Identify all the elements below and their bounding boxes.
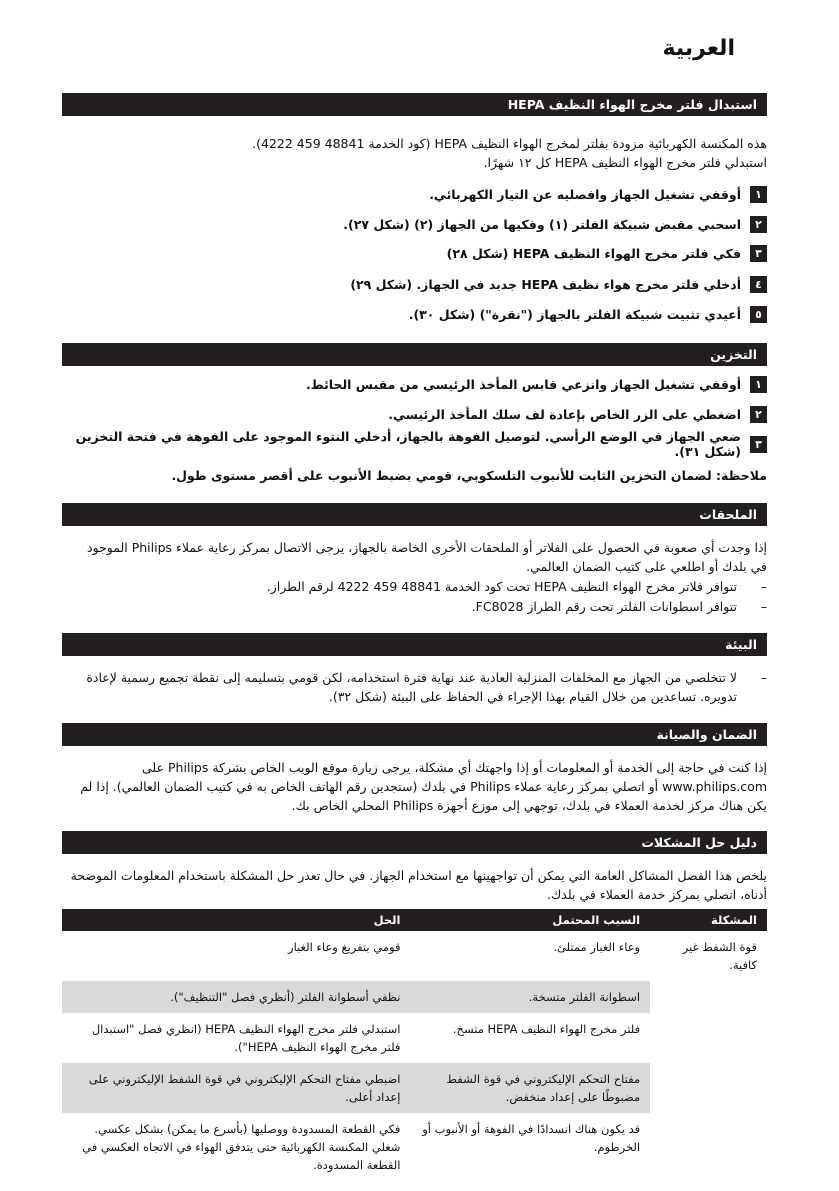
dash-bullet: – <box>760 670 767 685</box>
column-header-solution: الحل <box>62 909 410 931</box>
section-heading-storage: التخزين <box>62 343 767 366</box>
step-number: ٤ <box>750 276 767 293</box>
cell-solution: نظفي أسطوانة الفلتر (أنظري فصل "التنظيف"). <box>62 981 410 1013</box>
cell-problem <box>650 981 767 1013</box>
table-row <box>62 931 767 981</box>
language-title: العربية <box>662 36 735 61</box>
hepa-step-5 <box>67 304 767 324</box>
step-number: ٣ <box>750 436 767 453</box>
section-heading-environment: البيئة <box>62 633 767 656</box>
step-text: أعيدي تثبيت شبيكة الفلتر بالجهاز ("نقرة") (شكل ٣٠). <box>408 306 741 322</box>
column-header-cause: السبب المحتمل <box>410 909 650 931</box>
accessories-item-1 <box>67 577 767 596</box>
accessories-item-2 <box>67 597 767 616</box>
table-row <box>62 1063 767 1113</box>
item-text: تتوافر اسطوانات الفلتر تحت رقم الطراز FC8028. <box>471 599 737 614</box>
step-text: أوقفي تشغيل الجهاز وافصليه عن التيار الكهربائي. <box>429 186 741 202</box>
cell-cause: اسطوانة الفلتر متسخة. <box>410 981 650 1013</box>
hepa-intro-1: هذه المكنسة الكهربائية مزودة بفلتر لمخرج الهواء النظيف HEPA (كود الخدمة 48841 459 4222). <box>252 136 767 151</box>
cell-solution: استبدلي فلتر مخرج الهواء النظيف HEPA (انظري فصل "استبدال فلتر مخرج الهواء النظيف HEPA"). <box>91 1022 401 1054</box>
table-header-row <box>62 909 767 931</box>
hepa-step-4 <box>67 274 767 294</box>
step-number: ٢ <box>750 216 767 233</box>
column-header-problem: المشكلة <box>650 909 767 931</box>
step-number: ٣ <box>750 245 767 262</box>
storage-note: ملاحظة: لضمان التخزين الثابت للأنبوب التلسكوبي، قومي بضبط الأنبوب على أقصر مستوى طول. <box>171 468 767 483</box>
cell-cause: وعاء الغبار ممتلئ. <box>553 940 641 954</box>
section-heading-hepa: استبدال فلتر مخرج الهواء النظيف HEPA <box>62 93 767 116</box>
cell-problem <box>650 1113 767 1181</box>
cell-solution: قومي بتفريغ وعاء الغبار <box>288 940 401 954</box>
step-text: اضغطي على الزر الخاص بإعادة لف سلك المأخذ الرئيسي. <box>388 406 741 422</box>
table-row <box>62 981 767 1013</box>
section-heading-guarantee: الضمان والصيانة <box>62 723 767 746</box>
table-row <box>62 1113 767 1181</box>
guarantee-text: إذا كنت في حاجة إلى الخدمة أو المعلومات أو إذا واجهتك أي مشكلة، يرجى زيارة موقع الويب الخاص بشركة Philips على www.philips.com أو اتصلي بمركز رعاية عملاء Philips في بلدك (ستجدين رقم الهاتف الخاص به في كتيب الضمان العالمي). إذا لم يكن هناك مركز لخدمة العملاء في بلدك، توجهي إلى موزع أجهزة Philips المحلي الخاص بك. <box>80 760 767 813</box>
step-number: ٥ <box>750 306 767 323</box>
table-row <box>62 1013 767 1063</box>
step-text: أدخلي فلتر مخرج هواء نظيف HEPA جديد في الجهاز. (شكل ٢٩) <box>350 276 741 292</box>
dash-bullet: – <box>760 599 767 614</box>
storage-step-2 <box>67 404 767 424</box>
step-text: فكي فلتر مخرج الهواء النظيف HEPA (شكل ٢٨) <box>446 245 741 261</box>
step-text: ضعي الجهاز في الوضع الرأسي. لتوصيل الفوهة بالجهاز، أدخلي النتوء الموجود على الفوهة في فتحة التخزين (شكل ٣١). <box>75 429 741 459</box>
step-number: ١ <box>750 186 767 203</box>
hepa-step-1 <box>67 184 767 204</box>
step-text: اسحبي مقبض شبيكة الفلتر (١) وفكيها من الجهاز (٢) (شكل ٢٧). <box>343 216 741 232</box>
cell-solution: فكي القطعة المسدودة ووصليها (بأسرع ما يمكن) بشكل عكسي. شغلي المكنسة الكهربائية حتى يتدفق الهواء في الاتجاه العكسي في القطعة المسدودة. <box>82 1122 401 1172</box>
storage-step-1 <box>67 374 767 394</box>
step-number: ١ <box>750 376 767 393</box>
cell-solution: اضبطي مفتاح التحكم الإليكتروني في قوة الشفط الإليكتروني على إعداد أعلى. <box>62 1063 410 1113</box>
cell-problem <box>650 1063 767 1113</box>
cell-cause: قد يكون هناك انسدادًا في الفوهة أو الأنبوب أو الخرطوم. <box>422 1122 641 1154</box>
step-number: ٢ <box>750 406 767 423</box>
section-heading-troubleshooting: دليل حل المشكلات <box>62 831 767 854</box>
step-text: أوقفي تشغيل الجهاز وانزعي قابس المأخذ الرئيسي من مقبس الحائط. <box>305 376 741 392</box>
cell-cause: مفتاح التحكم الإليكتروني في قوة الشفط مضبوطًا على إعداد منخفض. <box>410 1063 650 1113</box>
cell-problem: قوة الشفط غير كافية. <box>682 940 757 972</box>
environment-item-1 <box>67 668 767 706</box>
hepa-step-3 <box>67 243 767 263</box>
item-text: لا تتخلصي من الجهاز مع المخلفات المنزلية العادية عند نهاية فترة استخدامه، لكن قومي بتسليمه إلى نقطة تجميع رسمية لإعادة تدويره. تساعدين من خلال القيام بهذا الإجراء في الحفاظ على البيئة (شكل ٣٢). <box>86 670 737 704</box>
troubleshooting-table <box>62 909 767 1181</box>
cell-cause: فلتر مخرج الهواء النظيف HEPA متسخ. <box>452 1022 641 1036</box>
hepa-intro-2: استبدلي فلتر مخرج الهواء النظيف HEPA كل ١٢ شهرًا. <box>483 155 767 170</box>
accessories-text: إذا وجدت أي صعوبة في الحصول على الفلاتر أو الملحقات الأخرى الخاصة بالجهاز، يرجى الاتصال بمركز رعاية عملاء Philips الموجود في بلدك أو اطلعي على كتيب الضمان العالمي. <box>87 540 767 574</box>
troubleshooting-text: يلخص هذا الفصل المشاكل العامة التي يمكن أن تواجهينها مع استخدام الجهاز. في حال تعذر حل المشكلة باستخدام المعلومات الموضحة أدناه، اتصلي بمركز خدمة العملاء في بلدك. <box>70 868 767 902</box>
storage-step-3 <box>67 429 767 459</box>
dash-bullet: – <box>760 579 767 594</box>
hepa-step-2 <box>67 214 767 234</box>
cell-problem <box>650 1013 767 1063</box>
item-text: تتوافر فلاتر مخرج الهواء النظيف HEPA تحت كود الخدمة 48841 459 4222 لرقم الطراز. <box>266 579 737 594</box>
section-heading-accessories: الملحقات <box>62 503 767 526</box>
